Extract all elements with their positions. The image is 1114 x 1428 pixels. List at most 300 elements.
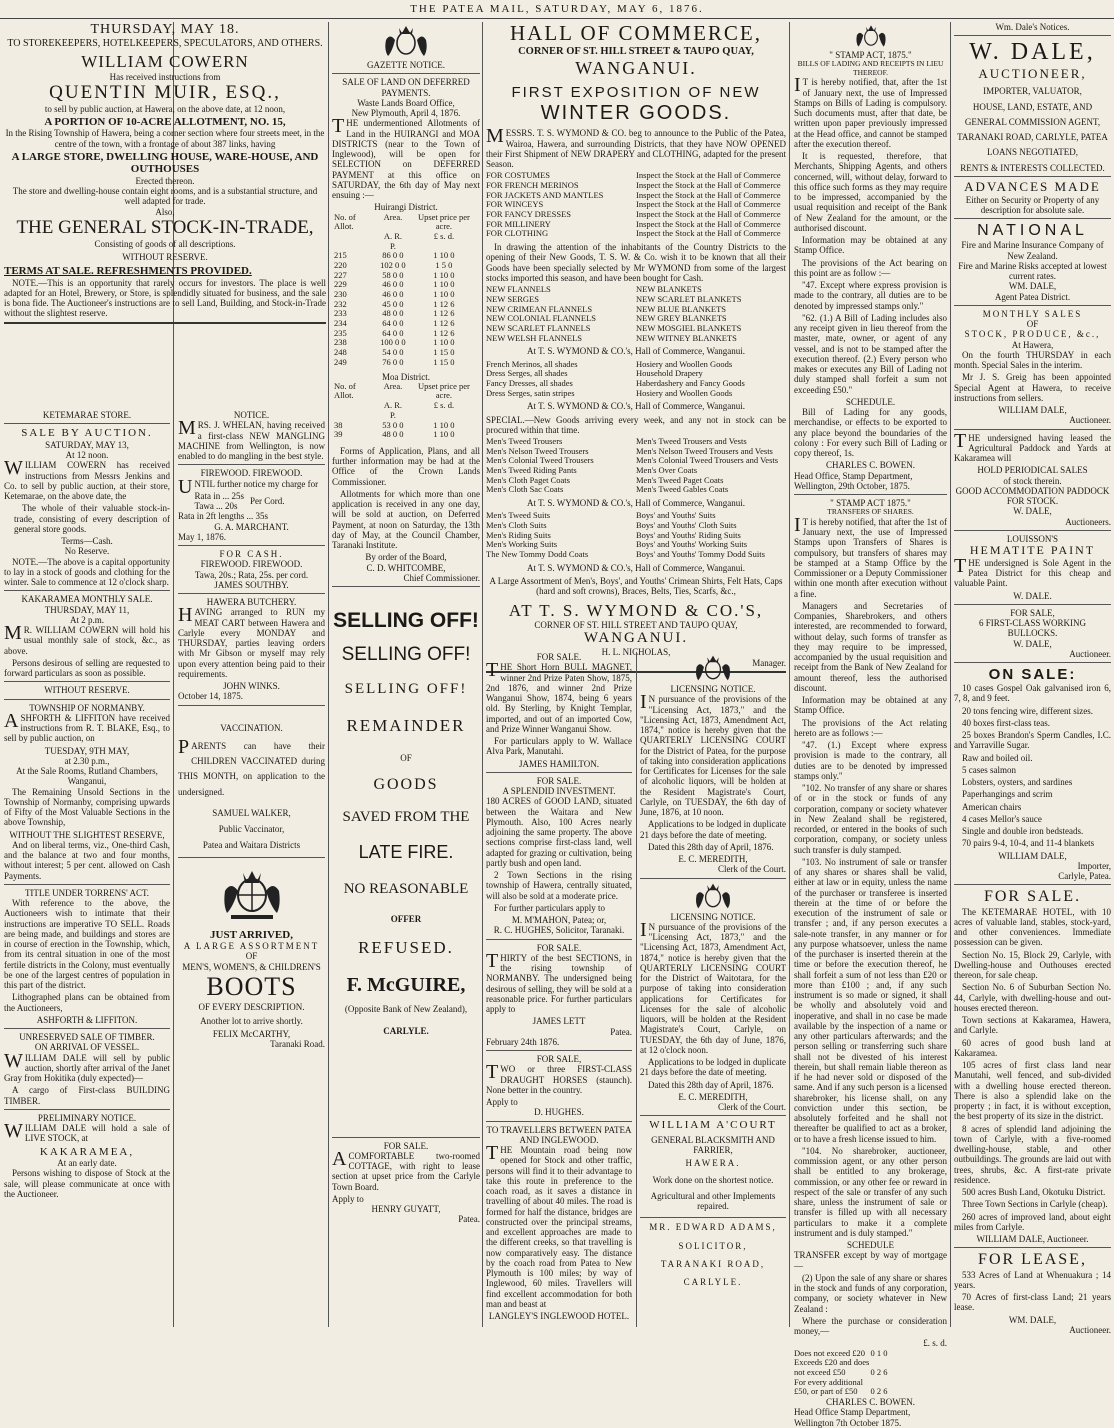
travellers-title: TO TRAVELLERS BETWEEN PATEA AND INGLEWOOD. xyxy=(486,1124,632,1145)
list-item: 500 acres Bush Land, Okotuku District. xyxy=(962,1187,1106,1198)
list-cell: not exceed £50 xyxy=(794,1367,846,1378)
list-cell: Fancy Dresses, all shades xyxy=(486,377,573,388)
column-2 xyxy=(178,410,325,1325)
sell-line: to sell by public auction, at Hawera, on the above date, at 12 noon, xyxy=(44,103,286,114)
for-sale-list xyxy=(954,907,1111,1233)
kakaramea-title: KAKARAMEA MONTHLY SALE. xyxy=(21,594,153,605)
butchery-date: October 14, 1875. xyxy=(178,691,243,702)
adams-road: TARANAKI ROAD, xyxy=(660,1258,766,1269)
divider xyxy=(4,322,326,324)
list-cell: NEW BLUE BLANKETS xyxy=(636,303,727,314)
selling-off-1: SELLING OFF! xyxy=(333,609,479,633)
forcash-title: FOR CASH. xyxy=(219,549,284,559)
ketemarae-terms: Terms—Cash. xyxy=(61,536,113,547)
ketemarae-body2: The whole of their valuable stock-in-trade, consisting of every description of general store goods. xyxy=(14,503,170,534)
allotment-cell: 227 xyxy=(334,269,347,280)
lease-body: THE undersigned having leased the Agricultural Paddock and Yards at Kakaramea will xyxy=(954,429,1111,464)
list-cell: Men's Riding Suits xyxy=(486,529,551,540)
allotment-row xyxy=(332,271,480,281)
fsale-sig: WILLIAM DALE, Auctioneer. xyxy=(976,1234,1089,1245)
list-cell: FOR FANCY DRESSES xyxy=(486,209,572,220)
stamp-1-body4: The provisions of the Act bearing on this point are as follow :— xyxy=(794,257,947,278)
offer: OFFER xyxy=(390,914,422,925)
vaccination-place: Patea and Waitara Districts xyxy=(202,840,301,851)
list-cell: Boys' and Youths' Suits xyxy=(636,510,716,521)
investment-body3: For further particulars apply to xyxy=(494,902,605,913)
list-cell: Men's Tweed Gables Coats xyxy=(636,484,729,495)
butchery-body: HAVING arranged to RUN my MEAT CART between Hawera and Carlyle every MONDAY and THURSDAY, parties leaving orders with Mr Gibson or myself may rely upon every attention being paid to their requirements. xyxy=(178,604,325,679)
allotment-row xyxy=(332,421,480,431)
allotment-cell: 46 0 0 xyxy=(382,279,404,290)
butchery-title: HAWERA BUTCHERY. xyxy=(206,597,297,607)
remainder: REMAINDER xyxy=(346,716,466,736)
allotment-cell: 1 10 0 xyxy=(433,289,455,299)
horses-title: FOR SALE, xyxy=(536,1054,582,1064)
also-line: Also, xyxy=(155,206,175,217)
list-item: 105 acres of first class land near Manutahi, well fenced, and sub-divided with a dwelling house erected thereon. There is also a splendid lake on the property ; in fact, it is without exception, the best property of its size in the district. xyxy=(954,1060,1111,1122)
licensing-body-2: IN pursuance of the provisions of the "Licensing Act, 1873," and the "Licensing Act, 1873, Amendment Act, 1874," notice is hereby given that the QUARTERLY LICENSING COURT for the District of Waitotara, for the purpose of taking into consideration applications for Certificates for Licenses for the sale of alcoholic liquors, will be holden at the Resident Magistrate's Court, Carlyle, on TUESDAY, the 6th day of June, 1876, at 12 o'clock noon. xyxy=(640,918,786,1055)
allotment-desc: In the Rising Township of Hawera, being a corner section where four streets meet, in the centre of the town, with a frontage of about 387 links, having xyxy=(5,128,325,149)
schedule-title: SCHEDULE. xyxy=(845,396,896,407)
hematite-body: THE undersigned is Sole Agent in the Patea District for this cheap and valuable Paint. xyxy=(954,554,1111,589)
list-cell: Haberdashery and Fancy Goods xyxy=(636,377,745,388)
lease-gap: GOOD ACCOMMODATION PADDOCK FOR STOCK. xyxy=(955,485,1110,507)
list-cell: Boys' and Youths' Working Suits xyxy=(636,539,748,550)
forcash-sig: JAMES SOUTHBY. xyxy=(214,579,289,590)
monthly-role: Auctioneer. xyxy=(1069,415,1111,426)
licensing-app-1: Applications to be lodged in duplicate 21 days before the date of meeting. xyxy=(640,819,786,840)
th-area: Area. xyxy=(383,380,403,391)
national-role: Agent Patea District. xyxy=(994,291,1071,302)
received-line: Has received instructions from xyxy=(109,71,221,82)
torrens-title: TITLE UNDER TORRENS' ACT. xyxy=(24,887,150,898)
vaccination-role: Public Vaccinator, xyxy=(218,824,285,835)
list-cell: NEW WITNEY BLANKETS xyxy=(636,332,737,343)
travellers-hotel: LANGLEY'S INGLEWOOD HOTEL. xyxy=(488,1311,630,1321)
allotment-cell: 45 0 0 xyxy=(382,298,404,309)
gazette-role: Chief Commissioner. xyxy=(403,572,480,583)
hall-wanganui: WANGANUI. xyxy=(575,57,697,78)
list-item: 260 acres of improved land, about eight miles from Carlyle. xyxy=(954,1211,1111,1232)
column-4 xyxy=(486,652,632,1327)
list-cell: NEW SCARLET BLANKETS xyxy=(636,293,742,304)
client-name: QUENTIN MUIR, ESQ., xyxy=(49,81,281,103)
hall-corner: CORNER OF ST. HILL STREET & TAUPO QUAY, xyxy=(518,45,754,57)
licensing-title-1: LICENSING NOTICE. xyxy=(670,684,756,694)
on-sale-list xyxy=(954,683,1111,849)
schedule-2-3: Where the purchase or consideration money,— xyxy=(794,1315,947,1337)
wymond-drawing: In drawing the attention of the inhabitants of the Country Districts to the opening of their New Goods, T. S. W. & Co. wish it to be known that all their Goods have been specially selected by Mr WYMOND from some of the largest stocks imported this season, and have been bought for Cash. xyxy=(486,242,786,283)
list-cell: Men's Tweed Trousers xyxy=(486,436,563,446)
arrived-place: Taranaki Road. xyxy=(270,1039,325,1050)
stamp-2-body3: Information may be obtained at any Stamp Office. xyxy=(794,695,947,716)
monthly-of: OF xyxy=(1026,319,1039,330)
allotment-row xyxy=(332,430,480,440)
list-cell: £50, or part of £50 xyxy=(794,1386,858,1397)
list-item: 70 Acres of first-class Land; 21 years lease. xyxy=(954,1292,1111,1313)
licensing-dated-2: Dated this 28th day of April, 1876. xyxy=(648,1079,774,1090)
investment-body2: 2 Town Sections in the rising township of Hawera, centrally situated, will also be sold at a moderate price. xyxy=(486,870,632,901)
list-cell: NEW COLONIAL FLANNELS xyxy=(486,313,597,324)
list-item: Section No. 6 of Suburban Section No. 44, Carlyle, with dwelling-house and out-houses erected thereon. xyxy=(954,982,1111,1013)
list-cell: Men's Over Coats xyxy=(636,465,698,476)
onsale-sig: WILLIAM DALE, xyxy=(998,850,1067,861)
list-cell: Men's Nelson Tweed Trousers xyxy=(486,445,589,456)
licensing-role-2: Clerk of the Court. xyxy=(718,1102,786,1112)
per-cord: Per Cord. xyxy=(249,495,285,506)
schedule-2-body: TRANSFER except by way of mortgage— xyxy=(794,1250,947,1271)
wymond-manager: H. L. NICHOLAS, xyxy=(601,647,671,658)
list-item xyxy=(486,485,786,495)
arrived-2: MEN'S, WOMEN'S, & CHILDREN'S xyxy=(182,961,321,972)
torrens-sig: ASHFORTH & LIFFITON. xyxy=(36,1014,138,1025)
acourt-place: HAWERA. xyxy=(685,1158,741,1169)
list-item: 5 cases salmon xyxy=(962,764,1016,775)
schedule-2-2: (2) Upon the sale of any share or shares in the stock and funds of any corporation, company, or society whatever in New Zealand : xyxy=(794,1272,947,1314)
royal-crest-icon xyxy=(221,861,283,923)
list-cell: FOR CLOTHING xyxy=(486,228,549,239)
list-cell: Household Drapery xyxy=(636,368,703,379)
list-cell: FOR WINCEYS xyxy=(486,199,544,210)
adams-place: CARLYLE. xyxy=(683,1277,743,1288)
wymond-wanganui-big: WANGANUI. xyxy=(583,630,689,647)
gazette-order: By order of the Board, xyxy=(365,552,447,563)
list-cell: Men's Colonial Tweed Trousers and Vests xyxy=(636,455,779,466)
horses-apply: Apply to xyxy=(486,1097,518,1107)
acourt-short: Work done on the shortest notice. xyxy=(652,1174,774,1185)
sections-sig: JAMES LETT xyxy=(532,1016,586,1027)
bowen-sig-2: CHARLES C. BOWEN. xyxy=(825,1397,915,1408)
gazette-body: THE undermentioned Allotments of Land in the HUIRANGI and MOA DISTRICTS (near to the Town of Inglewood), will be open for SELECTION on DEFERRED PAYMENT at this office on SATURDAY, the 6th day of May next ensuing :— xyxy=(332,115,480,200)
bowen-date-2: Wellington 7th October 1875. xyxy=(794,1417,902,1428)
list-item: 60 acres of good bush land at Kakaramea. xyxy=(954,1037,1111,1058)
wymond-at-big: AT T. S. WYMOND & CO.'S, xyxy=(508,600,764,620)
list-item: Town sections at Kakaramea, Hawera, and Carlyle. xyxy=(954,1015,1111,1036)
column-6 xyxy=(794,22,947,1428)
general-stock: THE GENERAL STOCK-IN-TRADE, xyxy=(16,216,314,238)
allotment-row xyxy=(332,338,480,348)
timber-body: WILLIAM DALE will sell by public auction, shortly after arrival of the Janet Gray from Hokitika (duly expected)— xyxy=(4,1049,170,1084)
store-heading: A LARGE STORE, DWELLING HOUSE, WARE-HOUSE, AND OUTHOUSES xyxy=(11,150,319,176)
allotment-cell: 234 xyxy=(334,318,347,329)
sections-place: Patea. xyxy=(610,1026,632,1037)
vaccination-sig: SAMUEL WALKER, xyxy=(212,807,291,818)
saved-from: SAVED FROM THE xyxy=(342,809,470,826)
allotment-cell: 64 0 0 xyxy=(382,318,404,329)
allotment-cell: 1 10 0 xyxy=(433,419,455,430)
list-item: Single and double iron bedsteads. xyxy=(962,826,1084,837)
th-price: Upset price per acre. xyxy=(417,380,470,401)
list-cell: NEW SCARLET FLANNELS xyxy=(486,322,591,333)
travellers-body: THE Mountain road being now opened for Stock and other traffic, persons will find it to their advantage to take this route in preference to the coach road, as it saves a distance in travelling of about 40 miles. The road is formed for half the distance, bridges are constructed over the principal streams, and excellent approaches are made to the different creeks, so that travelling is now comparatively easy. The distance by the coach road from Patea to New Plymouth is 100 miles; by way of Inglewood, 60 miles. Travellers will find excellent accommodation for both man and beast at xyxy=(486,1142,632,1309)
list-item: Three Town Sections in Carlyle (cheap). xyxy=(962,1199,1108,1210)
royal-crest-icon xyxy=(693,654,733,682)
allotment-cell: 232 xyxy=(334,298,347,309)
list-item xyxy=(486,389,786,399)
list-cell: Inspect the Stock at the Hall of Commerce xyxy=(636,199,781,210)
allotment-row xyxy=(332,348,480,358)
allotment-cell: 1 10 0 xyxy=(433,250,455,261)
bowen-date: Wellington, 29th October, 1875. xyxy=(794,480,910,491)
dale-house: HOUSE, LAND, ESTATE, AND xyxy=(972,101,1093,112)
list-item: 4 cases Mellor's sauce xyxy=(962,813,1042,824)
acourt-trade: GENERAL BLACKSMITH AND FARRIER, xyxy=(651,1134,775,1156)
monthly-sig: WILLIAM DALE, xyxy=(998,405,1067,416)
allotment-cell: 86 0 0 xyxy=(382,250,404,261)
th-no: No. of Allot. xyxy=(334,380,356,401)
allotment-cell: 235 xyxy=(334,327,347,338)
bullocks-role: Auctioneer. xyxy=(1069,648,1111,659)
allotment-cell: 48 0 0 xyxy=(382,429,404,440)
stamp-act-2: " STAMP ACT 1875." xyxy=(830,498,911,509)
gazette-title: GAZETTE NOTICE. xyxy=(367,60,445,70)
stamp-act-1-sub: BILLS OF LADING AND RECEIPTS IN LIEU THEREOF. xyxy=(797,59,944,77)
allotment-cell: 1 10 0 xyxy=(433,279,455,290)
allotment-cell: 54 0 0 xyxy=(382,347,404,358)
store-desc: The store and dwelling-house contain eight rooms, and is a substantial structure, and well adapted for trade. xyxy=(12,186,318,207)
column-rule xyxy=(950,22,951,1327)
allotment-cell: 215 xyxy=(334,250,347,261)
list-item: 8 acres of splendid land adjoining the town of Carlyle, with a five-roomed dwelling-house, stable, and other outbuildings. The grounds are laid out with trees, shrubs, &c. A first-rate private residence. xyxy=(954,1123,1111,1185)
gazette-office: Waste Lands Board Office, xyxy=(357,97,455,108)
stamp-2-body: IT is hereby notified, that after the 1st of January next, the use of Impressed Stamps upon Transfers of Shares is compulsory, but transfers of shares may be stamped at a Stamp Office by the Commissioner or a Deputy Commissioner within one month after execution without a fine. xyxy=(794,513,947,599)
for-sale-title: FOR SALE. xyxy=(983,888,1082,906)
wymond-at-1: At T. S. WYMOND & CO.'s, Hall of Commerce, Wanganui. xyxy=(527,346,745,357)
royal-crest-icon xyxy=(693,882,733,910)
sections-title: FOR SALE. xyxy=(536,942,582,953)
normanby-body: ASHFORTH & LIFFITON have received instructions from R. T. BLAKE, Esq., to sell by public auction, on xyxy=(4,709,170,744)
gazette-forms: Forms of Application, Plans, and all further information may be had at the Office of the Crown Lands Commissioner. xyxy=(332,445,480,487)
national-sig: WM. DALE, xyxy=(1008,281,1057,292)
allotment-cell: 1 12 6 xyxy=(433,298,455,309)
monthly-body: On the fourth THURSDAY in each month. Special Sales in the interim. xyxy=(954,349,1111,371)
monthly-body2: Mr J. S. Greig has been appointed Special Agent at Hawera, to receive instructions from sellers. xyxy=(954,372,1111,403)
normanby-wsr: WITHOUT THE SLIGHTEST RESERVE, xyxy=(9,829,165,840)
allotment-row xyxy=(332,261,480,271)
list-cell: Boys' and Youths' Cloth Suits xyxy=(636,520,737,531)
cottage-place: Patea. xyxy=(458,1214,480,1225)
list-item: Raw and boiled oil. xyxy=(962,752,1033,763)
licensing-body-1: IN pursuance of the provisions of the "Licensing Act, 1873," and the "Licensing Act, 1873, Amendment Act, 1874," notice is hereby given that the QUARTERLY LICENSING COURT for the District of Patea, for the purpose of taking into consideration applications for Certificates for Licenses for the sale of alcoholic liquors, will be holden at the Resident Magistrate's Court, Carlyle, on TUESDAY, the 6th day of June, 1876, at 10 noon. xyxy=(640,691,786,817)
allotment-cell: 220 xyxy=(334,259,347,270)
vaccination-body: PARENTS can have their CHILDREN VACCINATED during THIS MONTH, on application to the undersigned. xyxy=(178,735,325,797)
fees-table xyxy=(794,1349,947,1397)
list-cell: Men's Tweed Trousers and Vests xyxy=(636,436,747,446)
licensing-dated-1: Dated this 28th day of April, 1876. xyxy=(648,841,774,852)
monthly-stock: STOCK, PRODUCE, &c., xyxy=(964,329,1101,340)
list-item xyxy=(486,229,786,239)
list-cell: Men's Tweed Suits xyxy=(486,510,551,521)
list-cell: Hosiery and Woollen Goods xyxy=(636,387,733,398)
national-body2: Fire and Marine Risks accepted at lowest current rates. xyxy=(958,260,1107,282)
monthly-title: MONTHLY SALES xyxy=(982,308,1083,319)
th-price: Upset price per acre. xyxy=(417,211,470,232)
ketemarae-note: NOTE.—The above is a capital opportunity to lay in a stock of goods and clothing for the winter. Sale to commence at 12 o'clock sharp. xyxy=(4,556,170,588)
adams-name: MR. EDWARD ADAMS, xyxy=(649,1222,777,1233)
monthly-at: At Hawera, xyxy=(1011,339,1054,350)
list-item: Paperhangings and scrim xyxy=(962,789,1053,800)
list-item: American chairs xyxy=(962,801,1022,812)
allotment-cell: 1 5 0 xyxy=(435,259,453,270)
stamp-1-body3: Information may be obtained at any Stamp Office. xyxy=(794,235,947,256)
price-tawa: Tawa ... 20s xyxy=(194,501,238,511)
cottage-body: ACOMFORTABLE two-roomed COTTAGE, with right to lease section at upset price from the Carlyle Town Board. xyxy=(332,1147,480,1192)
prelim-place: KAKARAMEA, xyxy=(39,1145,135,1158)
th-arp: A. R. P. xyxy=(383,400,402,420)
list-cell: FOR COSTUMES xyxy=(486,170,551,181)
dale-importer: IMPORTER, VALUATOR, xyxy=(983,86,1082,97)
allotment-cell: 249 xyxy=(334,356,347,367)
forcash-body: Tawa, 20s.; Rata, 25s. per cord. xyxy=(194,569,309,580)
allotment-cell: 48 0 0 xyxy=(382,308,404,319)
allotment-cell: 238 xyxy=(334,337,347,348)
list-cell: Boys' and Youths' Riding Suits xyxy=(636,529,741,540)
timber-title: UNRESERVED SALE OF TIMBER. xyxy=(19,1032,155,1043)
normanby-time: at 2.30 p.m., xyxy=(64,755,110,766)
allotment-cell: 53 0 0 xyxy=(382,419,404,430)
sale-date: THURSDAY, MAY 18. xyxy=(90,22,240,37)
allotment-row xyxy=(332,290,480,300)
bullocks-title: FOR SALE, xyxy=(1010,607,1055,618)
sections-date: February 24th 1876. xyxy=(486,1036,560,1047)
allotment-row xyxy=(332,319,480,329)
allotment-cell: 1 10 0 xyxy=(433,337,455,348)
investment-sig1: M. M'MAHON, Patea; or, xyxy=(511,915,607,925)
list-cell: Men's Colonial Tweed Trousers xyxy=(486,455,594,466)
gazette-sig: C. D. WHITCOMBE, xyxy=(366,562,446,573)
royal-crest-icon xyxy=(383,24,429,58)
th-area: Area. xyxy=(383,211,403,222)
list-cell: Men's Cloth Suits xyxy=(486,520,547,531)
forcash-firewood: FIREWOOD. FIREWOOD. xyxy=(200,559,303,570)
list-cell: Men's Working Suits xyxy=(486,539,558,550)
wymond-corner-big: CORNER OF ST. HILL STREET AND TAUPO QUAY, xyxy=(534,619,738,630)
wymond-large: A Large Assortment of Men's, Boys', and Youths' Crimean Shirts, Felt Hats, Caps (hard and soft crowns), Braces, Belts, Ties, Scarfs, &c., xyxy=(489,576,783,597)
firewood-sig: G. A. MARCHANT. xyxy=(214,521,289,532)
lease-role: Auctioneers. xyxy=(1065,516,1111,527)
list-cell: Men's Tweed Riding Pants xyxy=(486,465,577,476)
erected-line: Erected thereon. xyxy=(135,175,195,186)
bull-body: THE Short Horn BULL MAGNET, winner 2nd Prize Paten Show, 1875, 2nd 1876, and winner 2nd Prize Wanganui Show, 1874, being 6 years old. By Sterling, by Knight Templar, imported, and out of an imported Cow, and Prize Winner Wanganui Show. xyxy=(486,659,632,734)
lease-hps-of: of stock therein. xyxy=(1003,475,1062,486)
flease-role: Auctioneer. xyxy=(1069,1324,1111,1335)
list-cell: NEW MOSGIEL BLANKETS xyxy=(636,322,742,333)
dale-auct: AUCTIONEER, xyxy=(978,65,1087,81)
allotment-cell: 39 xyxy=(334,429,343,440)
list-item: 533 Acres of Land at Whenuakura ; 14 years. xyxy=(954,1269,1111,1290)
list-cell: 0 2 6 xyxy=(870,1386,888,1397)
acourt-name: WILLIAM A'COURT xyxy=(649,1119,777,1132)
column-rule xyxy=(482,22,483,1327)
carlyle: CARLYLE. xyxy=(383,1026,429,1037)
allotment-cell: 64 0 0 xyxy=(382,327,404,338)
cottage-apply: Apply to xyxy=(332,1193,364,1204)
terms-line: TERMS AT SALE. REFRESHMENTS PROVIDED. xyxy=(4,265,252,278)
list-cell: Men's Tweed Paget Coats xyxy=(636,474,724,485)
stamp-1-47: "47. Except where express provision is made to the contrary, all duties are to be denoted by impressed stamps only." xyxy=(794,280,947,311)
list-cell: NEW BLANKETS xyxy=(636,284,702,295)
allotment-cell: 229 xyxy=(334,279,347,290)
advances-title: ADVANCES MADE xyxy=(964,178,1101,194)
list-cell: Men's Cloth Sac Coats xyxy=(486,484,564,495)
bull-sig: JAMES HAMILTON. xyxy=(518,758,599,769)
list-item: Section No. 15, Block 29, Carlyle, with Dwelling-house and Outhouses erected thereon, for sale cheap. xyxy=(954,949,1111,981)
stamp-1-62: "62. (1.) A Bill of Lading includes also any receipt given in lieu thereof from the master, mate, owner, or agent of any vessel, and is not to be stamped after the execution thereof. (2.) Every person who makes or executes any Bill of Lading not duly stamped shall forfeit a sum not exceeding £50." xyxy=(794,312,947,395)
selling-off-2: SELLING OFF! xyxy=(341,644,471,666)
flannels-list xyxy=(486,285,786,343)
louisson: LOUISSON'S xyxy=(1006,533,1059,544)
lease-sig: W. DALE, xyxy=(1013,506,1052,517)
list-cell: Inspect the Stock at the Hall of Commerce xyxy=(636,189,781,200)
gazette-sale: SALE OF LAND ON DEFERRED PAYMENTS. xyxy=(342,77,470,98)
ketemarae-noreserve: No Reserve. xyxy=(64,546,110,557)
refused: REFUSED. xyxy=(358,938,454,958)
list-item: 70 pairs 9-4, 10-4, and 11-4 blankets xyxy=(962,838,1095,849)
goods: GOODS xyxy=(373,776,439,794)
bull-title: FOR SALE. xyxy=(536,652,582,662)
allotment-cell: 1 10 0 xyxy=(433,429,455,440)
acourt-agri: Agricultural and other Implements repaired. xyxy=(650,1190,776,1212)
arrived-1: A LARGE ASSORTMENT xyxy=(183,941,320,952)
allotment-cell: 102 0 0 xyxy=(380,259,406,270)
list-item xyxy=(486,334,786,344)
list-cell: FOR FRENCH MERINOS xyxy=(486,180,579,190)
list-cell: Boys' and Youths' Tommy Dodd Suits xyxy=(636,549,765,560)
list-cell: NEW CRIMEAN FLANNELS xyxy=(486,303,593,314)
stamp-2-47: "47. (1.) Except where express provision is made to the contrary, all duties are to be denoted by impressed stamps only." xyxy=(794,740,947,781)
national-title: NATIONAL xyxy=(977,222,1088,240)
list-cell: NEW FLANNELS xyxy=(486,284,551,295)
allotment-cell: 1 12 6 xyxy=(433,318,455,329)
column-5 xyxy=(640,652,786,1327)
list-cell: Inspect the Stock at the Hall of Commerce xyxy=(636,170,781,181)
winter-goods: WINTER GOODS. xyxy=(540,101,732,124)
investment-sub: A SPLENDID INVESTMENT. xyxy=(502,786,616,796)
schedule-2-title: SCHEDULE xyxy=(847,1240,894,1251)
stamp-2-102: "102. No transfer of any share or shares of or in the stock or funds of any corporation, company or society whatever in New Zealand shall be registered, recorded, or entered in the books of such corporation, company, or society unless such transfer is duly stamped. xyxy=(794,783,947,855)
torrens-body: With reference to the above, the Auctioneers wish to intimate that their instructions are imperative TO SELL. Roads are being made, and buildings and stores are in course of erection in the Township, which, from its central situation in one of the most fertile districts in the Colony, must eventually be one of the largest centres of population in this part of the district. xyxy=(4,898,170,991)
advances-body: Either on Security or Property of any description for absolute sale. xyxy=(965,194,1100,215)
ketemarae-title: KETEMARAE STORE. xyxy=(42,410,132,420)
stamp-act-1: " STAMP ACT, 1875." xyxy=(829,50,912,60)
moa-title: Moa District. xyxy=(382,371,430,382)
normanby-body2: The Remaining Unsold Sections in the Township of Normanby, comprising upwards of Fifty of the Most Valuable Sections in the above Township, xyxy=(4,786,170,828)
onsale-role: Importer, xyxy=(1077,860,1111,871)
list-cell: FOR JACKETS AND MANTLES xyxy=(486,189,604,200)
column-7 xyxy=(954,22,1111,1335)
list-cell: Inspect the Stock at the Hall of Commerce xyxy=(636,218,781,229)
list-cell: French Merinos, all shades xyxy=(486,358,578,369)
wymond-at-3: At T. S. WYMOND & CO.'s, Hall of Commerce, Wanganui. xyxy=(527,498,745,509)
normanby-title: TOWNSHIP OF NORMANBY. xyxy=(29,702,145,713)
allotment-row xyxy=(332,329,480,339)
stamp-2-body4: The provisions of the Act relating hereto are as follows :— xyxy=(794,717,947,738)
list-cell: Inspect the Stock at the Hall of Commerce xyxy=(636,209,781,220)
normanby-place: At the Sale Rooms, Rutland Chambers, Wanganui, xyxy=(16,766,158,787)
notice-title: NOTICE. xyxy=(233,410,270,420)
list-item: The KETEMARAE HOTEL, with 10 acres of valuable land, stables, stock-yard, and other conveniences. Immediate possession can be given. xyxy=(954,906,1111,948)
list-cell: Inspect the Stock at the Hall of Commerce xyxy=(636,180,781,190)
kakaramea-body: MR. WILLIAM COWERN will hold his usual monthly sale of stock, &c., as above. xyxy=(4,622,170,656)
prelim-body2: Persons wishing to dispose of Stock at the sale, will please communicate at once with the Auctioneer. xyxy=(4,1168,170,1199)
list-item xyxy=(486,550,786,560)
firewood-title: FIREWOOD. FIREWOOD. xyxy=(200,468,303,479)
kakaramea-body2: Persons desirous of selling are requested to forward particulars as soon as possible. xyxy=(4,657,170,679)
allotment-cell: 1 12 6 xyxy=(433,327,455,338)
column-1 xyxy=(4,410,170,1325)
dale-notices: Wm. Dale's Notices. xyxy=(995,22,1070,32)
allotment-cell: 233 xyxy=(334,308,347,319)
